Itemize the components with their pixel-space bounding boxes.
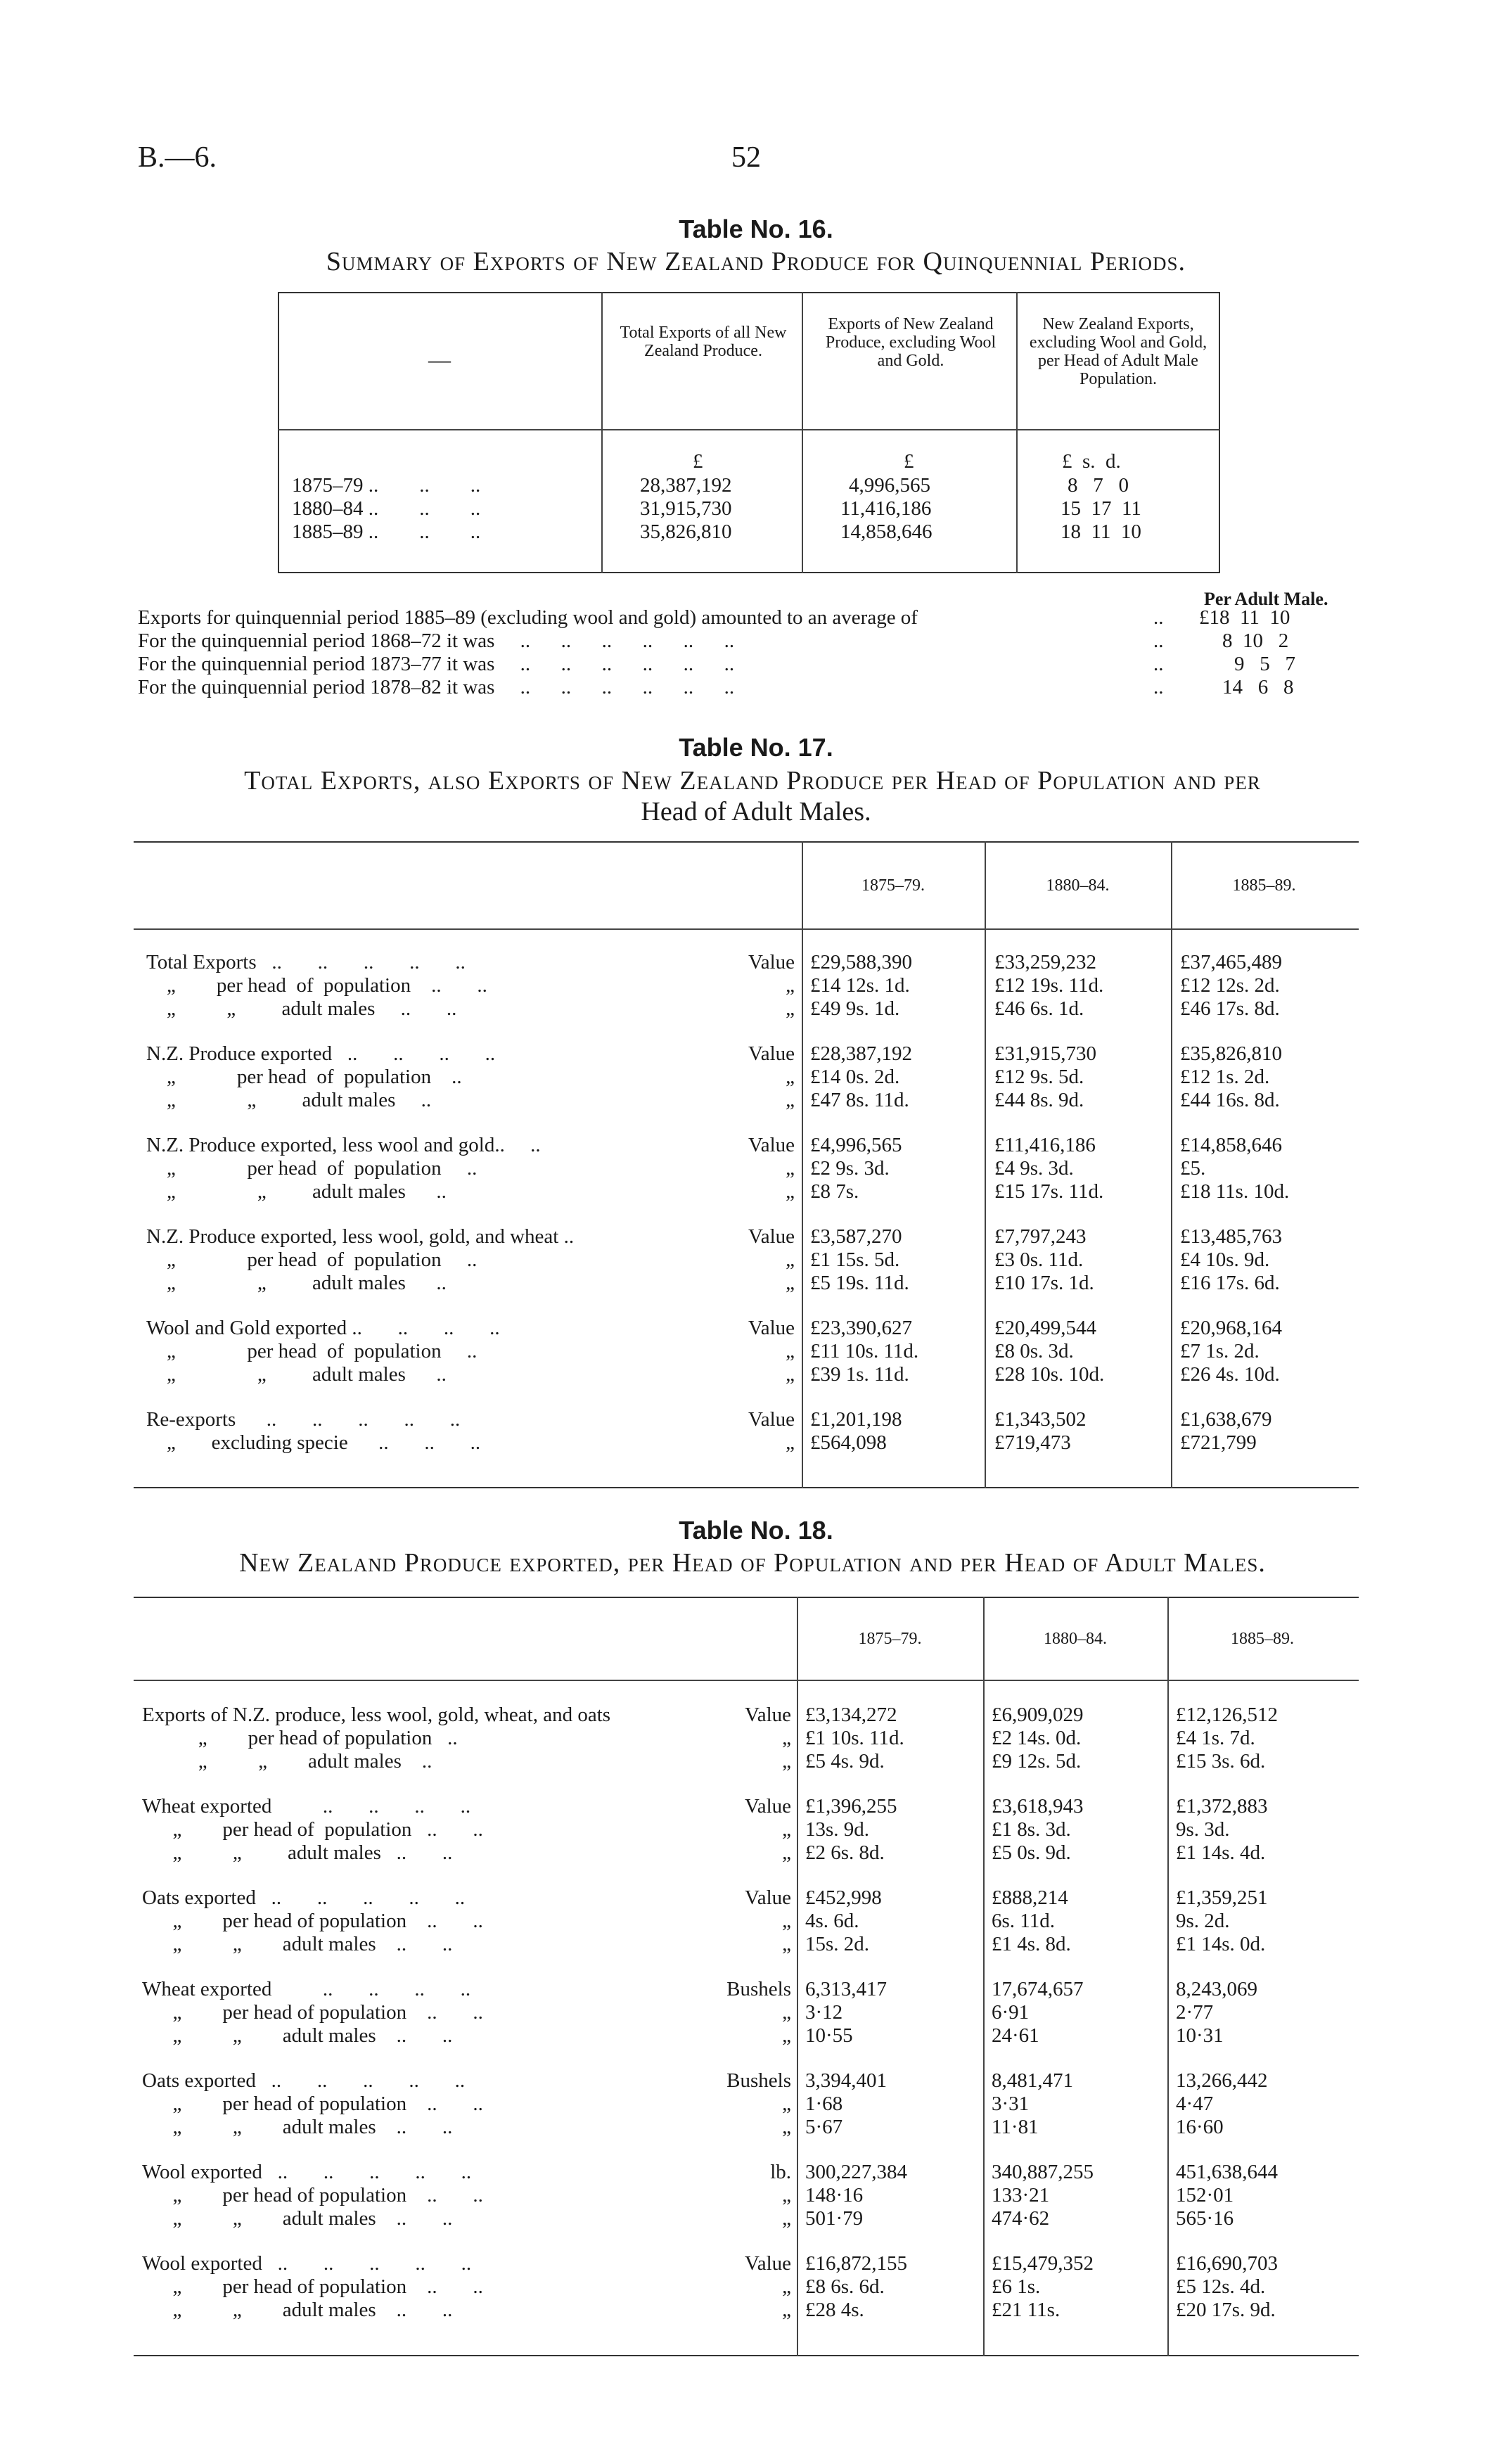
table-18-subtitle: New Zealand Produce exported, per Head of Population and per Head of Adult Males. (239, 1548, 1266, 1578)
table-16-divider (1016, 292, 1018, 573)
row-label: „ per head of population .. .. (142, 2275, 483, 2298)
cell-value: £44 16s. 8d. (1180, 1089, 1280, 1111)
cell-value: £1,359,251 (1176, 1886, 1268, 1909)
table-18-col-1885-89: 1885–89. (1231, 1630, 1294, 1648)
row-unit: Bushels (726, 1978, 791, 2000)
cell-value: £9 12s. 5d. (992, 1750, 1082, 1773)
cell-value: £12 19s. 11d. (994, 974, 1104, 997)
cell-value: £4 9s. 3d. (994, 1157, 1074, 1180)
row-unit: „ (782, 2299, 791, 2321)
cell-value: 501·79 (805, 2207, 864, 2230)
cell-value: 11·81 (992, 2116, 1039, 2138)
cell-value: £1 10s. 11d. (805, 1727, 904, 1749)
cell-value: £8 6s. 6d. (805, 2275, 885, 2298)
row-unit: „ (786, 1157, 795, 1180)
row-label: Wool exported .. .. .. .. .. (142, 2252, 472, 2275)
table-16-period: 1875–79 .. .. .. (292, 474, 481, 497)
cell-value: 17,674,657 (992, 1978, 1084, 2000)
row-unit: Value (744, 1704, 791, 1726)
table-16-total: 28,387,192 (640, 474, 732, 497)
cell-value: £33,259,232 (994, 951, 1096, 973)
row-label: „ per head of population .. .. (142, 2184, 483, 2206)
table-16-total: 35,826,810 (640, 520, 732, 543)
cell-value: £20,968,164 (1180, 1317, 1282, 1339)
table-18-divider (983, 1597, 985, 2356)
cell-value: £1 15s. 5d. (810, 1248, 900, 1271)
cell-value: 13,266,442 (1176, 2069, 1268, 2092)
row-unit: Value (744, 1795, 791, 1818)
table-18-col-1875-79: 1875–79. (858, 1630, 922, 1648)
row-label: Wheat exported .. .. .. .. (142, 1795, 471, 1818)
note-text: For the quinquennial period 1878–82 it was .. .. .. .. .. .. (138, 676, 735, 698)
cell-value: £44 8s. 9d. (994, 1089, 1084, 1111)
row-unit: „ (786, 1180, 795, 1203)
cell-value: £16,872,155 (805, 2252, 907, 2275)
row-unit: Value (748, 1042, 795, 1065)
row-label: „ „ adult males .. .. (142, 1841, 453, 1864)
cell-value: £7 1s. 2d. (1180, 1340, 1260, 1362)
cell-value: £564,098 (810, 1431, 887, 1454)
table-16-period: 1880–84 .. .. .. (292, 497, 481, 520)
cell-value: 6·91 (992, 2001, 1030, 2024)
row-label: Total Exports .. .. .. .. .. (146, 951, 466, 973)
cell-value: £1 14s. 0d. (1176, 1933, 1266, 1955)
table-17-divider (802, 841, 803, 1488)
cell-value: £29,588,390 (810, 951, 912, 973)
cell-value: 152·01 (1176, 2184, 1234, 2206)
row-unit: „ (786, 974, 795, 997)
row-label: „ per head of population .. (146, 1340, 478, 1362)
cell-value: £28 4s. (805, 2299, 864, 2321)
table-18-divider (1167, 1597, 1169, 2356)
row-label: „ per head of population .. (146, 1066, 462, 1088)
table-16-excl: 14,858,646 (840, 520, 933, 543)
cell-value: £15,479,352 (992, 2252, 1094, 2275)
row-unit: „ (782, 1910, 791, 1932)
table-16-unit: £ (693, 450, 703, 473)
table-16-subtitle: Summary of Exports of New Zealand Produce for Quinquennial Periods. (326, 247, 1186, 276)
cell-value: £1,638,679 (1180, 1408, 1272, 1431)
cell-value: £13,485,763 (1180, 1225, 1282, 1248)
row-unit: „ (782, 2184, 791, 2206)
cell-value: 6s. 11d. (992, 1910, 1055, 1932)
cell-value: £12,126,512 (1176, 1704, 1278, 1726)
cell-value: £49 9s. 1d. (810, 997, 900, 1020)
cell-value: £4,996,565 (810, 1134, 902, 1156)
row-label: „ „ adult males .. (146, 1089, 432, 1111)
table-17-col-1885-89: 1885–89. (1232, 876, 1296, 895)
cell-value: £1 14s. 4d. (1176, 1841, 1266, 1864)
row-label: „ „ adult males .. .. (142, 2116, 453, 2138)
row-label: Oats exported .. .. .. .. .. (142, 2069, 466, 2092)
cell-value: £4 1s. 7d. (1176, 1727, 1255, 1749)
note-value: 8 10 2 (1222, 630, 1289, 652)
cell-value: 9s. 2d. (1176, 1910, 1230, 1932)
cell-value: 8,243,069 (1176, 1978, 1257, 2000)
cell-value: 24·61 (992, 2024, 1039, 2047)
table-16-perhead: 15 17 11 (1061, 497, 1141, 520)
row-unit: Value (744, 1886, 791, 1909)
row-unit: „ (782, 2207, 791, 2230)
cell-value: £5 12s. 4d. (1176, 2275, 1266, 2298)
table-16-header-rule (278, 429, 1220, 430)
cell-value: £1,343,502 (994, 1408, 1087, 1431)
table-17-header-rule (134, 928, 1359, 930)
row-label: „ „ adult males .. (146, 1363, 447, 1386)
row-label: „ per head of population .. .. (142, 2093, 483, 2115)
cell-value: 10·55 (805, 2024, 853, 2047)
row-label: „ „ adult males .. .. (142, 1933, 453, 1955)
cell-value: £6,909,029 (992, 1704, 1084, 1726)
cell-value: £5. (1180, 1157, 1206, 1180)
table-18-title: Table No. 18. (679, 1516, 833, 1545)
cell-value: 8,481,471 (992, 2069, 1073, 2092)
cell-value: £2 6s. 8d. (805, 1841, 885, 1864)
table-16-perhead: 8 7 0 (1068, 474, 1129, 497)
cell-value: 13s. 9d. (805, 1818, 870, 1841)
table-16-period: 1885–89 .. .. .. (292, 520, 481, 543)
row-label: „ per head of population .. (142, 1727, 458, 1749)
cell-value: 300,227,384 (805, 2161, 907, 2183)
row-label: „ per head of population .. (146, 1248, 478, 1271)
row-label: „ per head of population .. .. (146, 974, 487, 997)
cell-value: 4s. 6d. (805, 1910, 859, 1932)
cell-value: £3,587,270 (810, 1225, 902, 1248)
cell-value: £16 17s. 6d. (1180, 1272, 1280, 1294)
row-unit: „ (786, 1089, 795, 1111)
cell-value: 133·21 (992, 2184, 1050, 2206)
notes-per-adult-male-heading: Per Adult Male. (1204, 589, 1328, 609)
cell-value: £1,201,198 (810, 1408, 902, 1431)
row-label: „ „ adult males .. (146, 1272, 447, 1294)
table-16-col-per-head-adult-male: New Zealand Exports, excluding Wool and Gold, per Head of Adult Male Population. (1029, 315, 1207, 388)
cell-value: £47 8s. 11d. (810, 1089, 909, 1111)
cell-value: 5·67 (805, 2116, 843, 2138)
note-value: £18 11 10 (1199, 606, 1290, 629)
row-label: N.Z. Produce exported, less wool, gold, and wheat .. (146, 1225, 575, 1248)
cell-value: 6,313,417 (805, 1978, 887, 2000)
page-number: 52 (731, 141, 761, 174)
row-label: Wool exported .. .. .. .. .. (142, 2161, 472, 2183)
cell-value: £5 4s. 9d. (805, 1750, 885, 1773)
table-16-col-total-exports: Total Exports of all New Zealand Produce. (620, 324, 787, 360)
cell-value: £12 12s. 2d. (1180, 974, 1280, 997)
row-unit: „ (782, 1750, 791, 1773)
cell-value: £1 4s. 8d. (992, 1933, 1071, 1955)
cell-value: £37,465,489 (1180, 951, 1282, 973)
table-17-title: Table No. 17. (679, 733, 833, 762)
cell-value: £14 0s. 2d. (810, 1066, 900, 1088)
cell-value: £28,387,192 (810, 1042, 912, 1065)
row-label: „ „ adult males .. .. (142, 2024, 453, 2047)
table-16-divider (601, 292, 603, 573)
cell-value: 340,887,255 (992, 2161, 1094, 2183)
cell-value: £12 9s. 5d. (994, 1066, 1084, 1088)
row-unit: „ (786, 1431, 795, 1454)
cell-value: £11 10s. 11d. (810, 1340, 919, 1362)
table-16-excl: 11,416,186 (840, 497, 932, 520)
table-18-header-rule (134, 1680, 1359, 1681)
row-unit: „ (782, 1841, 791, 1864)
row-unit: „ (782, 2116, 791, 2138)
cell-value: 474·62 (992, 2207, 1050, 2230)
cell-value: £16,690,703 (1176, 2252, 1278, 2275)
cell-value: 3,394,401 (805, 2069, 887, 2092)
row-label: „ per head of population .. .. (142, 1818, 483, 1841)
table-16-total: 31,915,730 (640, 497, 732, 520)
cell-value: 10·31 (1176, 2024, 1224, 2047)
cell-value: 1·68 (805, 2093, 843, 2115)
cell-value: 2·77 (1176, 2001, 1214, 2024)
row-unit: „ (786, 1272, 795, 1294)
row-unit: „ (786, 1248, 795, 1271)
cell-value: £3 0s. 11d. (994, 1248, 1084, 1271)
row-label: „ per head of population .. (146, 1157, 478, 1180)
cell-value: 15s. 2d. (805, 1933, 870, 1955)
note-dots: .. (1153, 653, 1164, 675)
row-unit: Value (748, 951, 795, 973)
row-unit: Value (748, 1134, 795, 1156)
row-label: „ „ adult males .. .. (142, 2207, 453, 2230)
cell-value: 148·16 (805, 2184, 864, 2206)
cell-value: £8 7s. (810, 1180, 859, 1203)
cell-value: £46 17s. 8d. (1180, 997, 1280, 1020)
cell-value: 451,638,644 (1176, 2161, 1278, 2183)
row-unit: lb. (770, 2161, 791, 2183)
cell-value: £21 11s. (992, 2299, 1061, 2321)
note-text: For the quinquennial period 1873–77 it was .. .. .. .. .. .. (138, 653, 735, 675)
table-17-divider (985, 841, 986, 1488)
cell-value: £4 10s. 9d. (1180, 1248, 1270, 1271)
table-17-subtitle-cont: Head of Adult Males. (641, 797, 871, 826)
table-16-title: Table No. 16. (679, 215, 833, 243)
note-dots: .. (1153, 676, 1164, 698)
table-16-col-blank: — (428, 347, 451, 372)
cell-value: £39 1s. 11d. (810, 1363, 909, 1386)
cell-value: £20 17s. 9d. (1176, 2299, 1276, 2321)
row-label: „ „ adult males .. .. (142, 2299, 453, 2321)
row-unit: „ (782, 1727, 791, 1749)
cell-value: £719,473 (994, 1431, 1071, 1454)
table-17-divider (1171, 841, 1172, 1488)
row-unit: „ (786, 1066, 795, 1088)
table-18-divider (797, 1597, 798, 2356)
row-unit: „ (786, 1340, 795, 1362)
cell-value: £5 19s. 11d. (810, 1272, 909, 1294)
cell-value: 16·60 (1176, 2116, 1224, 2138)
row-label: „ per head of population .. .. (142, 2001, 483, 2024)
table-16-unit: £ s. d. (1062, 450, 1121, 473)
table-17-subtitle: Total Exports, also Exports of New Zealand Produce per Head of Population and per (244, 766, 1261, 796)
table-17-col-1880-84: 1880–84. (1046, 876, 1110, 895)
cell-value: £15 17s. 11d. (994, 1180, 1104, 1203)
note-text: Exports for quinquennial period 1885–89 (excluding wool and gold) amounted to an average of (138, 606, 918, 629)
row-unit: „ (782, 2093, 791, 2115)
row-unit: Value (748, 1317, 795, 1339)
table-16-perhead: 18 11 10 (1061, 520, 1141, 543)
cell-value: £1 8s. 3d. (992, 1818, 1071, 1841)
table-16-excl: 4,996,565 (849, 474, 930, 497)
cell-value: £7,797,243 (994, 1225, 1087, 1248)
table-17-col-1875-79: 1875–79. (861, 876, 925, 895)
cell-value: 4·47 (1176, 2093, 1214, 2115)
cell-value: £6 1s. (992, 2275, 1041, 2298)
row-label: Oats exported .. .. .. .. .. (142, 1886, 466, 1909)
cell-value: £23,390,627 (810, 1317, 912, 1339)
cell-value: £14,858,646 (1180, 1134, 1282, 1156)
cell-value: £14 12s. 1d. (810, 974, 910, 997)
note-value: 14 6 8 (1222, 676, 1294, 698)
table-16-divider (802, 292, 803, 573)
cell-value: £12 1s. 2d. (1180, 1066, 1270, 1088)
row-label: „ per head of population .. .. (142, 1910, 483, 1932)
row-label: Wool and Gold exported .. .. .. .. (146, 1317, 500, 1339)
document-reference: B.—6. (138, 141, 217, 174)
cell-value: £2 14s. 0d. (992, 1727, 1082, 1749)
note-dots: .. (1153, 630, 1164, 652)
row-label: N.Z. Produce exported .. .. .. .. (146, 1042, 496, 1065)
cell-value: £2 9s. 3d. (810, 1157, 890, 1180)
row-label: „ excluding specie .. .. .. (146, 1431, 481, 1454)
row-unit: „ (782, 1818, 791, 1841)
cell-value: 9s. 3d. (1176, 1818, 1230, 1841)
cell-value: £721,799 (1180, 1431, 1257, 1454)
row-label: „ „ adult males .. (146, 1180, 447, 1203)
cell-value: 3·31 (992, 2093, 1030, 2115)
cell-value: 565·16 (1176, 2207, 1234, 2230)
row-label: Exports of N.Z. produce, less wool, gold, wheat, and oats (142, 1704, 611, 1726)
row-unit: Bushels (726, 2069, 791, 2092)
cell-value: £1,396,255 (805, 1795, 897, 1818)
row-unit: „ (786, 1363, 795, 1386)
row-unit: Value (748, 1408, 795, 1431)
row-label: Wheat exported .. .. .. .. (142, 1978, 471, 2000)
row-unit: „ (782, 1933, 791, 1955)
note-value: 9 5 7 (1234, 653, 1295, 675)
note-dots: .. (1153, 606, 1164, 629)
cell-value: £10 17s. 1d. (994, 1272, 1094, 1294)
row-unit: „ (782, 2275, 791, 2298)
cell-value: £26 4s. 10d. (1180, 1363, 1280, 1386)
cell-value: £15 3s. 6d. (1176, 1750, 1266, 1773)
cell-value: £5 0s. 9d. (992, 1841, 1071, 1864)
cell-value: £20,499,544 (994, 1317, 1096, 1339)
table-16-col-excluding-wool-gold: Exports of New Zealand Produce, excluding Wool and Gold. (825, 315, 997, 370)
table-16-unit: £ (904, 450, 914, 473)
row-unit: „ (782, 2024, 791, 2047)
row-label: „ „ adult males .. .. (146, 997, 457, 1020)
row-unit: „ (786, 997, 795, 1020)
cell-value: 3·12 (805, 2001, 843, 2024)
cell-value: £3,618,943 (992, 1795, 1084, 1818)
row-unit: „ (782, 2001, 791, 2024)
cell-value: £35,826,810 (1180, 1042, 1282, 1065)
row-label: N.Z. Produce exported, less wool and gold.. .. (146, 1134, 541, 1156)
note-text: For the quinquennial period 1868–72 it was .. .. .. .. .. .. (138, 630, 735, 652)
table-18-col-1880-84: 1880–84. (1044, 1630, 1107, 1648)
row-label: Re-exports .. .. .. .. .. (146, 1408, 461, 1431)
cell-value: £1,372,883 (1176, 1795, 1268, 1818)
cell-value: £888,214 (992, 1886, 1068, 1909)
cell-value: £31,915,730 (994, 1042, 1096, 1065)
cell-value: £18 11s. 10d. (1180, 1180, 1290, 1203)
row-unit: Value (748, 1225, 795, 1248)
cell-value: £8 0s. 3d. (994, 1340, 1074, 1362)
cell-value: £46 6s. 1d. (994, 997, 1084, 1020)
row-unit: Value (744, 2252, 791, 2275)
cell-value: £11,416,186 (994, 1134, 1096, 1156)
cell-value: £452,998 (805, 1886, 882, 1909)
cell-value: £28 10s. 10d. (994, 1363, 1105, 1386)
cell-value: £3,134,272 (805, 1704, 897, 1726)
row-label: „ „ adult males .. (142, 1750, 433, 1773)
